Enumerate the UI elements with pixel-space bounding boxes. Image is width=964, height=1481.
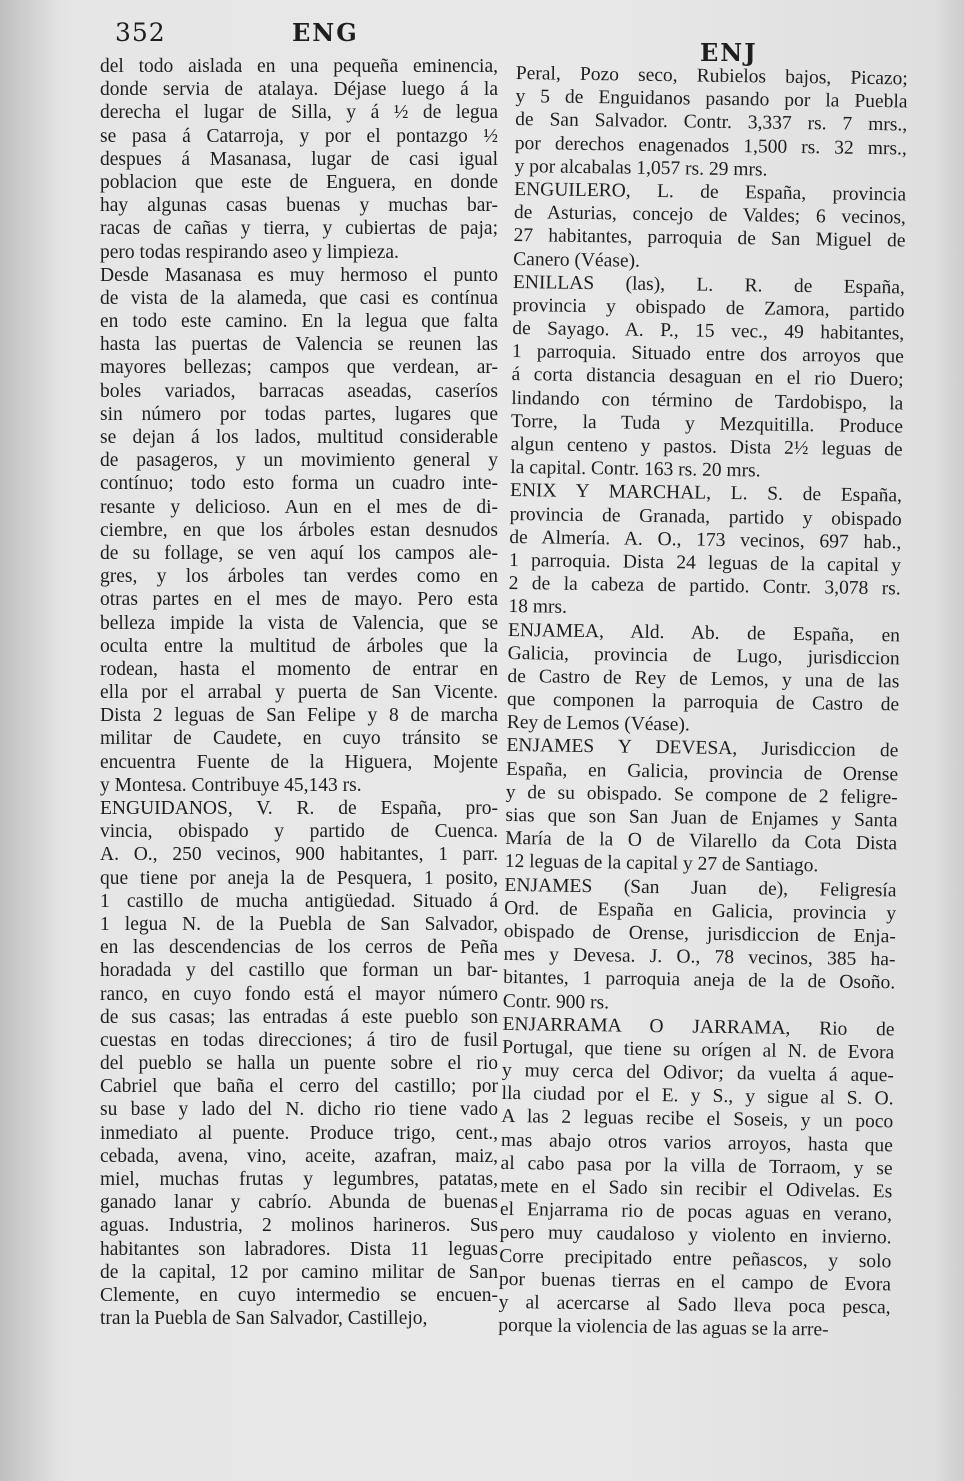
text-line: pero todas respirando aseo y limpieza. <box>100 241 399 263</box>
running-head-right: ENJ <box>700 38 758 67</box>
text-line: mas abajo otros varios arroyos, hasta que <box>500 1129 894 1156</box>
text-line: racas de cañas y tierra, y cubiertas de paja; <box>100 218 498 240</box>
page-edge-shadow <box>934 0 964 1481</box>
text-line: vincia, obispado y partido de Cuenca. <box>100 821 498 843</box>
text-line: mete en el Sado sin recibir el Odivelas. Es <box>500 1175 893 1203</box>
text-line: del pueblo se halla un puente sobre el rio <box>100 1053 498 1075</box>
text-line: la capital. Contr. 163 rs. 20 mrs. <box>510 457 761 482</box>
text-line: ganado lanar y cabrío. Abunda de buenas <box>100 1192 498 1214</box>
text-line: á corta distancia desaguan en el rio Duero; <box>511 364 904 391</box>
text-line: resante y delicioso. Aun en el mes de di- <box>100 496 498 518</box>
text-line: algun centeno y pastos. Dista 2½ leguas de <box>510 433 903 461</box>
text-line: inmediato al puente. Produce trigo, cent., <box>100 1122 498 1144</box>
text-line: y 5 de Enguidanos pasando por la Puebla <box>515 86 908 113</box>
text-line: 27 habitantes, parroquia de San Miguel de <box>513 225 906 252</box>
text-line: ciembre, en que los árboles estan desnudos <box>100 519 498 541</box>
text-line: ENJAMES Y DEVESA, Jurisdiccion de <box>506 735 899 762</box>
text-line: y al acercarse al Sado lleva poca pesca, <box>498 1291 891 1319</box>
text-line: derecha el lugar de Silla, y á ½ de legua <box>100 102 498 124</box>
text-line: tran la Puebla de San Salvador, Castillejo, <box>100 1308 428 1330</box>
text-line: Contr. 900 rs. <box>502 990 610 1013</box>
text-line: Portugal, que tiene su orígen al N. de Evora <box>502 1036 895 1064</box>
text-line: de San Salvador. Contr. 3,337 rs. 7 mrs., <box>515 109 908 136</box>
text-line: ella por el arrabal y puerta de San Vicente. <box>100 682 498 704</box>
text-line: cebada, avena, vino, aceite, azafran, maiz, <box>100 1145 498 1167</box>
text-line: gres, y los árboles tan verdes como en <box>100 566 498 588</box>
text-line: que componen la parroquia de Castro de <box>506 689 900 716</box>
text-line: Clemente, en cuyo intermedio se encuen- <box>100 1284 498 1306</box>
text-line: de Sayago. A. P., 15 vec., 49 habitantes, <box>512 318 905 345</box>
text-line: 1 parroquia. Dista 24 leguas de la capital y <box>508 549 902 577</box>
text-line: aguas. Industria, 2 molinos harineros. Sus <box>100 1215 498 1237</box>
text-line: que tiene por aneja la de Pesquera, 1 posito, <box>100 867 498 889</box>
text-line: A. O., 250 vecinos, 900 habitantes, 1 parr. <box>100 844 498 866</box>
text-line: en todo este camino. En la legua que falta <box>100 311 498 333</box>
text-line: cuestas en todas direcciones; á tiro de fusil <box>100 1029 498 1051</box>
text-line: de Castro de Rey de Lemos, y una de las <box>507 665 900 693</box>
text-line: se pasa á Catarroja, y por el pontazgo ½ <box>100 125 498 147</box>
text-line: de la capital, 12 por camino militar de San <box>100 1261 498 1283</box>
text-line: despues á Masanasa, lugar de casi igual <box>100 148 498 170</box>
text-line: Galicia, provincia de Lugo, jurisdiccion <box>507 642 900 670</box>
text-line: horadada y del castillo que forman un bar- <box>100 960 498 982</box>
text-line: 1 legua N. de la Puebla de San Salvador, <box>100 913 498 935</box>
text-line: ranco, en cuyo fondo está el mayor número <box>100 983 498 1005</box>
text-line: 1 castillo de mucha antigüedad. Situado á <box>100 890 498 912</box>
text-line: provincia y obispado de Zamora, partido <box>512 294 905 322</box>
text-line: boles variados, barracas aseadas, caseríos <box>100 380 498 402</box>
text-line: Dista 2 leguas de San Felipe y 8 de marcha <box>100 705 498 727</box>
text-line: Corre precipitado entre peñascos, y solo <box>499 1245 892 1272</box>
text-line: su base y lado del N. dicho rio tiene vado <box>100 1099 498 1121</box>
text-line: del todo aislada en una pequeña eminencia, <box>100 56 498 77</box>
text-line: habitantes son labradores. Dista 11 leguas <box>100 1238 498 1260</box>
text-line: bitantes, 1 parroquia aneja de la de Osoño. <box>503 967 896 994</box>
text-line: poblacion que este de Enguera, en donde <box>100 171 498 193</box>
text-line: María de la O de Vilarello da Cota Dista <box>505 828 898 855</box>
text-line: hay algunas casas buenas y muchas bar- <box>100 195 498 217</box>
text-line: por buenas tierras en el campo de Evora <box>498 1268 892 1296</box>
text-line: ENIX Y MARCHAL, L. S. de España, <box>509 480 903 507</box>
text-line: ENGUILERO, L. de España, provincia <box>514 178 907 206</box>
gutter-shadow <box>0 0 60 1481</box>
text-line: mayores bellezas; campos que verdean, ar- <box>100 357 498 379</box>
text-line: de Almería. A. O., 173 vecinos, 697 hab., <box>509 526 902 554</box>
text-line: Desde Masanasa es muy hermoso el punto <box>100 264 498 286</box>
text-line: 12 leguas de la capital y 27 de Santiago. <box>504 851 819 877</box>
text-line: A las 2 leguas recibe el Soseis, y un poco <box>501 1106 894 1133</box>
text-line: Torre, la Tuda y Mezquitilla. Produce <box>510 410 904 438</box>
text-line: ENJAMEA, Ald. Ab. de España, en <box>507 619 901 646</box>
running-head-left: ENG <box>292 18 359 47</box>
text-line: otras partes en el mes de mayo. Pero esta <box>100 589 498 611</box>
text-line: 1 parroquia. Situado entre dos arroyos que <box>511 341 905 368</box>
text-line: militar de Caudete, en cuyo tránsito se <box>100 728 498 750</box>
text-line: encuentra Fuente de la Higuera, Mojente <box>100 751 498 773</box>
left-text-column <box>100 55 498 1330</box>
text-line: y por alcabalas 1,057 rs. 29 mrs. <box>514 155 768 181</box>
text-line: al cabo pasa por la villa de Torraom, y se <box>500 1152 893 1180</box>
text-line: por derechos enagenados 1,500 rs. 32 mrs., <box>514 132 907 160</box>
text-line: hasta las puertas de Valencia se reunen las <box>100 334 498 356</box>
text-line: contínuo; todo esto forma un cuadro inte- <box>100 473 498 495</box>
text-line: oculta entre la multitud de árboles que la <box>100 635 498 657</box>
text-line: belleza impide la vista de Valencia, que se <box>100 612 498 634</box>
text-line: de vista de la alameda, que casi es contínua <box>100 287 498 309</box>
text-line: sias que son San Juan de Enjames y Santa <box>505 804 898 832</box>
text-line: de su follage, se ven aquí los campos ale- <box>100 542 498 564</box>
text-line: y Montesa. Contribuye 45,143 rs. <box>100 774 362 796</box>
text-line: Rey de Lemos (Véase). <box>506 712 690 736</box>
text-line: Cabriel que baña el cerro del castillo; por <box>100 1076 498 1098</box>
text-line: miel, muchas frutas y legumbres, patatas, <box>100 1169 498 1190</box>
text-line: se dejan á los lados, multitud considerable <box>100 427 498 448</box>
text-line: mes y Devesa. J. O., 78 vecinos, 385 ha- <box>503 944 896 971</box>
text-line: ENILLAS (las), L. R. de España, <box>512 271 906 299</box>
text-line: de sus casas; las entradas á este pueblo son <box>100 1006 498 1028</box>
text-line: donde servia de atalaya. Déjase luego á la <box>100 79 498 101</box>
text-line: provincia de Granada, partido y obispado <box>509 503 902 530</box>
text-line: porque la violencia de las aguas se la arre- <box>498 1315 829 1341</box>
right-text-column <box>498 62 908 1343</box>
text-line: Peral, Pozo seco, Rubielos bajos, Picazo; <box>515 62 908 90</box>
text-line: ENJARRAMA O JARRAMA, Rio de <box>502 1013 895 1041</box>
text-line: sin número por todas partes, lugares que <box>100 403 498 425</box>
text-line: rodean, hasta el momento de entrar en <box>100 658 498 680</box>
page-number: 352 <box>115 18 166 47</box>
text-line: España, en Galicia, provincia de Orense <box>505 758 899 786</box>
text-line: de Asturias, concejo de Valdes; 6 vecinos, <box>513 202 907 229</box>
text-line: lindando con término de Tardobispo, la <box>511 387 904 415</box>
text-line: el Enjarrama rio de pocas aguas en verano, <box>499 1199 893 1226</box>
text-line: en las descendencias de los cerros de Peña <box>100 937 498 959</box>
text-line: de pasageros, y un movimiento general y <box>100 450 498 472</box>
text-line: ENJAMES (San Juan de), Feligresía <box>504 874 897 901</box>
text-line: 2 de la cabeza de partido. Contr. 3,078 rs. <box>508 573 901 600</box>
text-line: lla ciudad por el E. y S., y sigue al S. O. <box>501 1083 894 1110</box>
text-line: y muy cerca del Odivor; da vuelta á aque- <box>501 1059 895 1087</box>
text-line: Ord. de España en Galicia, provincia y <box>504 897 897 925</box>
text-line: obispado de Orense, jurisdiccion de Enja- <box>503 920 896 948</box>
text-line: pero muy caudaloso y violento en invierno. <box>499 1222 892 1249</box>
text-line: Canero (Véase). <box>513 248 641 272</box>
text-line: ENGUIDANOS, V. R. de España, pro- <box>100 798 498 819</box>
text-line: 18 mrs. <box>508 596 568 619</box>
text-line: y de su obispado. Se compone de 2 feligre- <box>505 781 898 809</box>
